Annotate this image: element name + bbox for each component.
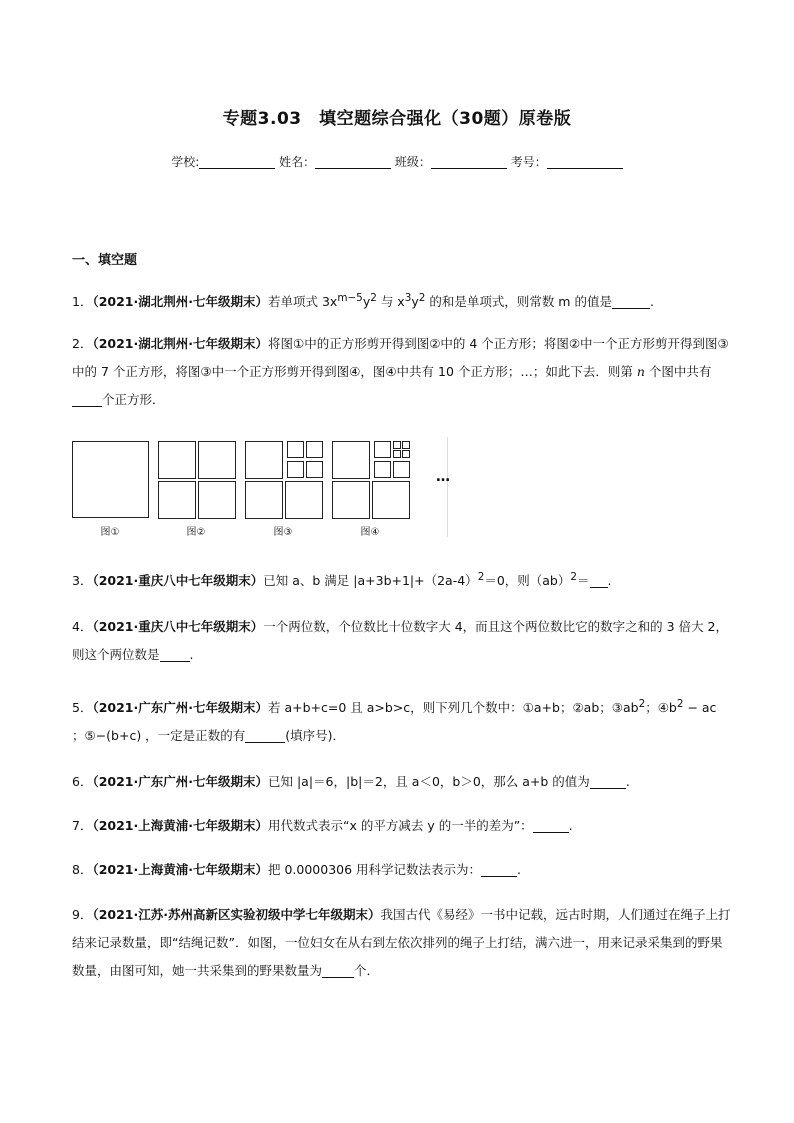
square	[393, 461, 410, 478]
question-number: 6．	[72, 774, 93, 789]
ellipsis: …	[436, 469, 450, 485]
answer-blank[interactable]	[322, 963, 354, 978]
question-5	[72, 690, 732, 750]
square	[285, 481, 323, 519]
number-blank[interactable]	[547, 155, 623, 169]
figure-caption: 图③	[273, 527, 293, 538]
square	[245, 481, 283, 519]
question-text: 把 0.0000306 用科学记数法表示为：	[268, 862, 482, 877]
answer-blank[interactable]	[160, 647, 190, 662]
question-text: 已知 a、b 满足 |a+3b+1|+（2a-4）	[263, 573, 478, 589]
question-number: 4．	[72, 619, 93, 634]
question-text: 与 x	[376, 294, 405, 310]
square	[374, 441, 391, 458]
question-text: 若单项式 3x	[268, 294, 338, 310]
student-info-line	[0, 153, 794, 170]
question-source: （2021·江苏·苏州高新区实验初级中学七年级期末）	[92, 907, 381, 922]
question-end: 个．	[354, 963, 380, 978]
class-label: 班级：	[394, 155, 431, 169]
square	[72, 441, 149, 518]
answer-blank[interactable]	[481, 862, 517, 877]
name-label: 姓名：	[279, 155, 316, 169]
answer-blank[interactable]	[590, 774, 626, 789]
question-number: 2．	[72, 336, 93, 351]
superscript: 2	[676, 698, 684, 710]
question-text: ＝	[577, 573, 590, 589]
section-heading: 一、填空题	[72, 253, 138, 268]
square	[332, 481, 370, 519]
question-source: （2021·广东广州·七年级期末）	[92, 700, 268, 716]
square	[374, 461, 391, 478]
question-source: （2021·上海黄浦·七年级期末）	[92, 862, 268, 877]
square	[287, 461, 304, 478]
square	[402, 441, 410, 449]
square	[393, 441, 401, 449]
question-number: 1．	[72, 294, 93, 310]
question-source: （2021·重庆八中七年级期末）	[92, 619, 264, 634]
school-blank[interactable]	[199, 155, 275, 169]
superscript: 2	[638, 698, 646, 710]
question-text: 个图中共有	[644, 364, 712, 379]
question-number: 8．	[72, 862, 93, 877]
question-end: .	[649, 294, 654, 310]
page-title: 专题3.03 填空题综合强化（30题）原卷版	[222, 109, 572, 129]
square	[198, 481, 236, 519]
question-number: 7．	[72, 818, 93, 833]
figure-caption: 图②	[186, 527, 206, 538]
question-number: 3．	[72, 573, 93, 589]
question-source: （2021·湖北荆州·七年级期末）	[92, 294, 268, 310]
figure-caption: 图①	[100, 527, 120, 538]
question-end: .	[189, 647, 194, 662]
question-text: − ac ；⑤−(b+c) ，一定是正数的有	[72, 700, 717, 744]
question-2	[72, 330, 732, 414]
divider	[447, 437, 448, 537]
variable-n: n	[636, 364, 645, 379]
question-end: .	[625, 774, 630, 789]
superscript: 2	[418, 292, 426, 304]
superscript: 2	[477, 571, 485, 583]
answer-blank[interactable]	[245, 728, 285, 743]
question-text: ＝0，则（ab）	[484, 573, 571, 589]
superscript: m−5	[337, 292, 363, 304]
question-end: .	[568, 818, 573, 833]
question-text: 用代数式表示“x 的平方减去 y 的一半的差为”：	[268, 818, 533, 833]
question-7	[72, 812, 732, 840]
question-end: .	[607, 573, 612, 589]
answer-blank[interactable]	[72, 392, 102, 407]
name-blank[interactable]	[315, 155, 391, 169]
question-text: 若 a+b+c=0 且 a>b>c，则下列几个数中：①a+b；②ab；③ab	[268, 700, 639, 716]
superscript: 3	[404, 292, 412, 304]
question-text: 我国古代《易经》一书中记载，远古时期，人们通过在绳子上打结来记录数量，即“结绳记数”．如图，一位妇女在从右到左依次排列的绳子上打结，满六进一，用来记录采集到的野果数量，由图可知，她一共采集到的野果数量为	[72, 907, 731, 978]
question-8	[72, 856, 732, 884]
question-4	[72, 613, 732, 669]
figure-caption: 图④	[360, 527, 380, 538]
square	[198, 441, 236, 479]
question-text: y	[411, 294, 419, 310]
question-source: （2021·湖北荆州·七年级期末）	[92, 336, 268, 351]
question-text: 的和是单项式，则常数 m 的值是	[425, 294, 612, 310]
square	[287, 441, 304, 458]
question-1	[72, 284, 732, 316]
question-number: 9．	[72, 907, 93, 922]
question-source: （2021·重庆八中七年级期末）	[92, 573, 264, 589]
question-end: (填序号)．	[285, 728, 345, 744]
square	[332, 441, 370, 479]
question-6	[72, 768, 732, 796]
square	[158, 481, 196, 519]
answer-blank[interactable]	[533, 818, 569, 833]
square	[402, 450, 410, 458]
question-source: （2021·上海黄浦·七年级期末）	[92, 818, 268, 833]
school-label: 学校:	[171, 155, 200, 169]
squares-figure	[72, 437, 462, 547]
square	[393, 450, 401, 458]
question-text: ；④b	[645, 700, 677, 716]
answer-blank[interactable]	[590, 573, 608, 588]
question-end: .	[517, 862, 522, 877]
square	[372, 481, 410, 519]
square	[306, 441, 323, 458]
question-text: 将图①中的正方形剪开得到图②中的 4 个正方形；将图②中一个正方形剪开得到图③中的 7 个正方形，将图③中一个正方形剪开得到图④，图④中共有 10 个正方形；…；如此下去．则第	[72, 336, 729, 379]
question-text: 一个两位数，个位数比十位数字大 4，而且这个两位数比它的数字之和的 3 倍大 2，则这个两位数是	[72, 619, 729, 662]
question-text: 已知 |a|＝6，|b|＝2，且 a＜0，b＞0，那么 a+b 的值为	[268, 774, 590, 789]
question-number: 5．	[72, 700, 93, 716]
question-end: 个正方形．	[102, 392, 165, 407]
class-blank[interactable]	[431, 155, 507, 169]
superscript: 2	[370, 292, 377, 304]
question-3	[72, 563, 732, 595]
question-text: y	[362, 294, 371, 310]
superscript: 2	[570, 571, 577, 583]
question-source: （2021·广东广州·七年级期末）	[92, 774, 268, 789]
square	[306, 461, 323, 478]
question-9	[72, 901, 732, 985]
answer-blank[interactable]	[612, 294, 650, 309]
square	[158, 441, 196, 479]
square	[245, 441, 283, 479]
number-label: 考号：	[510, 155, 547, 169]
